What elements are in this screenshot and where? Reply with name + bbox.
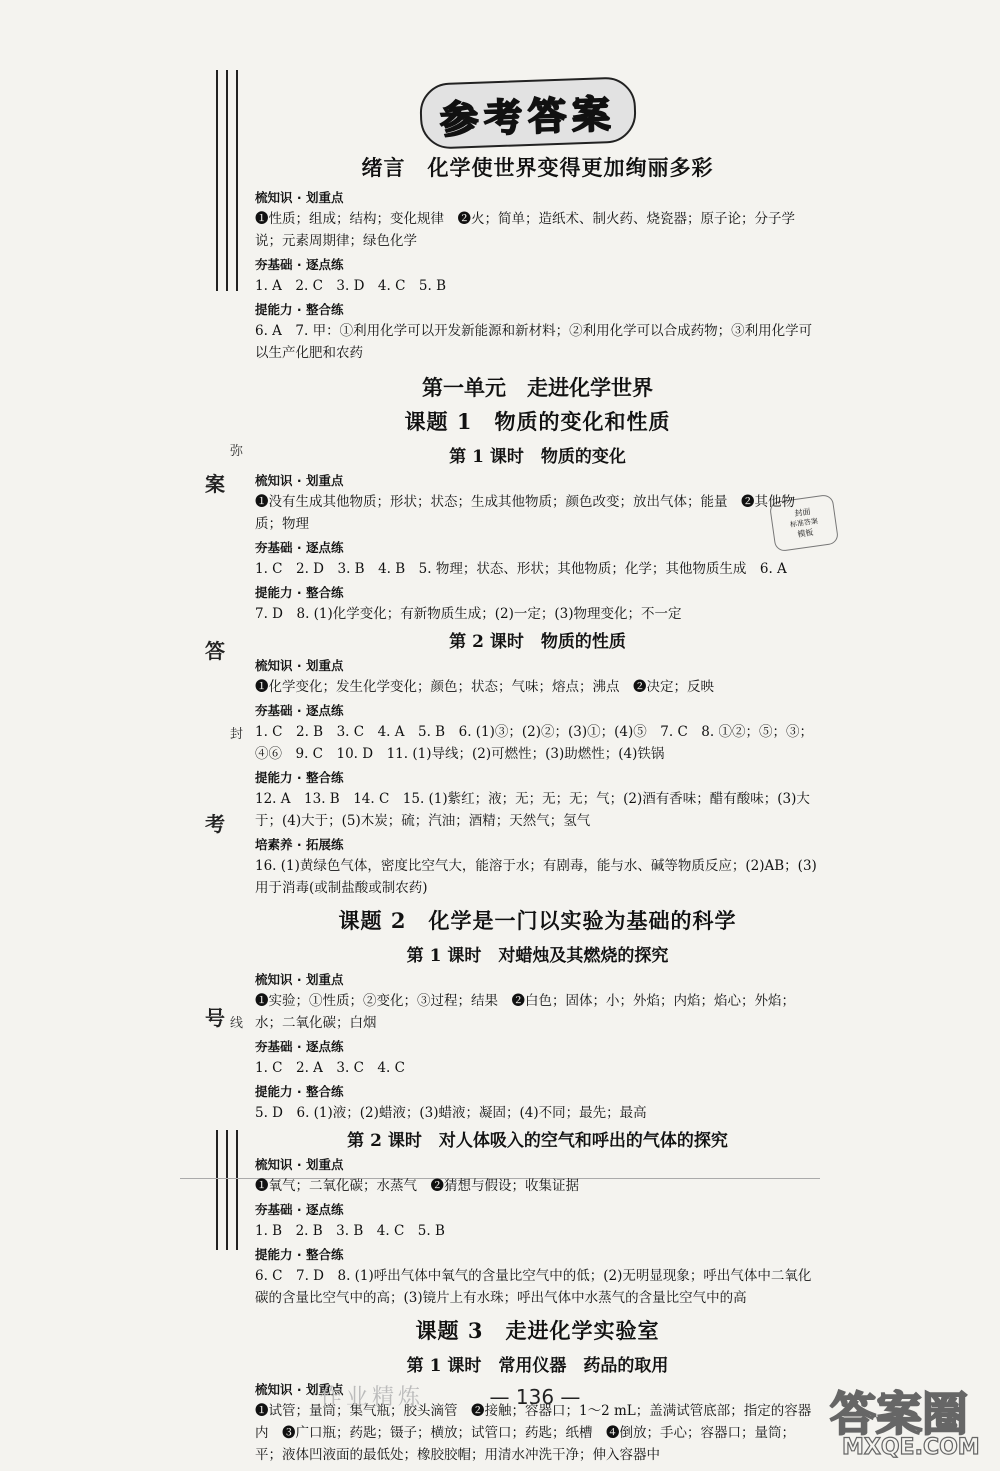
binding-line — [216, 1130, 218, 1250]
binding-line — [226, 70, 228, 291]
lesson-heading: 第 2 课时 对人体吸入的空气和呼出的气体的探究 — [347, 1131, 728, 1151]
answer-text: 7. D 8. (1)化学变化；有新物质生成；(2)一定；(3)物理变化；不一定 — [255, 606, 682, 622]
section-label: 梳知识 · 划重点 — [255, 972, 344, 987]
topic-heading: 课题 1 物质的变化和性质 — [404, 409, 671, 434]
lesson-heading: 第 1 课时 常用仪器 药品的取用 — [406, 1356, 669, 1376]
binding-char: 案 — [205, 472, 225, 496]
section-label: 梳知识 · 划重点 — [255, 1157, 344, 1172]
page-number: — 136 — — [489, 1385, 581, 1409]
binding-char: 弥 — [230, 444, 244, 459]
answer-text: ❶化学变化；发生化学变化；颜色；状态；气味；熔点；沸点 ❷决定；反映 — [255, 679, 714, 695]
page-title-box — [419, 76, 637, 149]
watermark-text: 作业精炼 — [320, 1385, 425, 1410]
section-label: 梳知识 · 划重点 — [255, 658, 344, 673]
binding-line — [216, 70, 218, 291]
topic-heading: 课题 3 走进化学实验室 — [415, 1318, 660, 1343]
answer-text: ❶没有生成其他物质；形状；状态；生成其他物质；颜色改变；放出气体；能量 ❷其他物质；物理 — [255, 494, 795, 532]
section-label: 梳知识 · 划重点 — [255, 1382, 344, 1397]
binding-char: 答 — [205, 639, 225, 663]
binding-char: 线 — [230, 1016, 244, 1031]
answer-text: 1. C 2. D 3. B 4. B 5. 物理；状态、形状；其他物质；化学；其他物质生成 6. A — [255, 561, 787, 577]
stamp-line: 封面 — [793, 507, 812, 519]
section-label: 提能力 · 整合练 — [255, 585, 344, 600]
stamp-line: 标准答案 — [789, 517, 819, 529]
watermark-url: MXQE.COM — [842, 1435, 980, 1460]
binding-char: 考 — [205, 812, 225, 836]
section-label: 夯基础 · 逐点练 — [255, 257, 344, 272]
answer-text: 12. A 13. B 14. C 15. (1)紫红；液；无；无；无；气；(2)酒有香味；醋有酸味；(3)大于；(4)大于；(5)木炭；硫；汽油；酒精；天然气；氢气 — [255, 791, 810, 829]
section-label: 梳知识 · 划重点 — [255, 473, 344, 488]
answer-text: 6. C 7. D 8. (1)呼出气体中氧气的含量比空气中的低；(2)无明显现象；呼出气体中二氧化碳的含量比空气中的高；(3)镜片上有水珠；呼出气体中水蒸气的含量比空气中的高 — [255, 1268, 812, 1306]
binding-line — [226, 1130, 228, 1250]
binding-char: 号 — [205, 1006, 225, 1030]
answer-text: ❶试管；量筒；集气瓶；胶头滴管 ❷接触；容器口；1～2 mL；盖满试管底部；指定的容器内 ❸广口瓶；药匙；镊子；横放；试管口；药匙；纸槽 ❹倒放；手心；容器口；量筒；平；液体凹液面的最低处；橡胶胶帽；用清水冲洗干净；伸入容器中 — [255, 1403, 812, 1463]
answer-text: 1. B 2. B 3. B 4. C 5. B — [255, 1223, 445, 1239]
answer-text: ❶氧气；二氧化碳；水蒸气 ❷猜想与假设；收集证据 — [255, 1178, 579, 1194]
stamp-line: 模板 — [796, 527, 815, 539]
section-label: 夯基础 · 逐点练 — [255, 1202, 344, 1217]
binding-line — [236, 70, 238, 291]
section-label: 夯基础 · 逐点练 — [255, 703, 344, 718]
binding-char: 封 — [230, 727, 244, 742]
section-label: 提能力 · 整合练 — [255, 770, 344, 785]
answer-text: 1. C 2. B 3. C 4. A 5. B 6. (1)③；(2)②；(3)①；(4)⑤ 7. C 8. ①②；⑤；③；④⑥ 9. C 10. D 11. (1)导线；(2)可燃性；(3)助燃性；(4)铁锅 — [255, 724, 813, 762]
section-label: 提能力 · 整合练 — [255, 1084, 344, 1099]
section-label: 夯基础 · 逐点练 — [255, 1039, 344, 1054]
answer-text: 6. A 7. 甲：①利用化学可以开发新能源和新材料；②利用化学可以合成药物；③利用化学可以生产化肥和农药 — [255, 323, 813, 361]
unit-heading: 第一单元 走进化学世界 — [422, 375, 653, 400]
answer-text: 5. D 6. (1)液；(2)蜡液；(3)蜡液；凝固；(4)不同；最先；最高 — [255, 1105, 647, 1121]
lesson-heading: 第 1 课时 对蜡烛及其燃烧的探究 — [406, 946, 669, 966]
topic-heading: 课题 2 化学是一门以实验为基础的科学 — [338, 908, 737, 933]
answer-text: 1. C 2. A 3. C 4. C — [255, 1060, 405, 1076]
section-label: 提能力 · 整合练 — [255, 1247, 344, 1262]
binding-line — [236, 1130, 238, 1250]
answer-text: ❶性质；组成；结构；变化规律 ❷火；简单；造纸术、制火药、烧瓷器；原子论；分子学说；元素周期律；绿色化学 — [255, 211, 795, 249]
answer-text: 16. (1)黄绿色气体，密度比空气大，能溶于水；有剧毒，能与水、碱等物质反应；(2)AB；(3)用于消毒(或制盐酸或制农药) — [255, 858, 817, 896]
section-heading: 绪言 化学使世界变得更加绚丽多彩 — [361, 155, 714, 180]
watermark-logo: 答案圈 — [830, 1387, 968, 1441]
answer-text: ❶实验；①性质；②变化；③过程；结果 ❷白色；固体；小；外焰；内焰；焰心；外焰；水；二氧化碳；白烟 — [255, 993, 795, 1031]
section-label: 提能力 · 整合练 — [255, 302, 344, 317]
lesson-heading: 第 1 课时 物质的变化 — [449, 447, 626, 467]
section-label: 夯基础 · 逐点练 — [255, 540, 344, 555]
lesson-heading: 第 2 课时 物质的性质 — [449, 632, 626, 652]
section-label: 梳知识 · 划重点 — [255, 190, 344, 205]
page-title: 参考答案 — [439, 91, 617, 142]
section-label: 培素养 · 拓展练 — [255, 837, 344, 852]
answer-content — [255, 150, 820, 1466]
answer-text: 1. A 2. C 3. D 4. C 5. B — [255, 278, 447, 294]
